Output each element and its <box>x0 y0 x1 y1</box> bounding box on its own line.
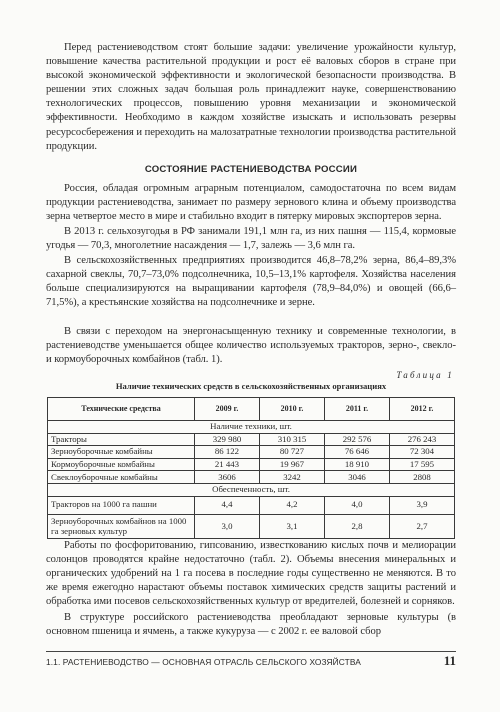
table-cell: 80 727 <box>260 446 325 459</box>
table-row <box>48 471 455 484</box>
paragraph-crop-structure: В структуре российского растениеводства преобладают зерновые культуры (в основном пшеница и ячмень, а также кукуруза — с 2002 г. ее валовой сбор <box>46 612 456 638</box>
table-header-cell: 2010 г. <box>260 398 325 421</box>
table-section-row <box>48 483 455 496</box>
table-cell: 3,9 <box>390 496 455 514</box>
table-number-label: Таблица 1 <box>396 370 454 380</box>
table-header-cell: Технические средства <box>48 398 195 421</box>
section-heading: СОСТОЯНИЕ РАСТЕНИЕВОДСТВА РОССИИ <box>144 164 358 175</box>
table-row-label: Зерноуборочные комбайны <box>48 446 195 459</box>
table-row-label: Тракторов на 1000 га пашни <box>48 496 195 514</box>
table-row <box>48 458 455 471</box>
table-cell: 310 315 <box>260 433 325 446</box>
table-row-label: Тракторы <box>48 433 195 446</box>
table-header-cell: 2009 г. <box>195 398 260 421</box>
table-cell: 2,7 <box>390 514 455 538</box>
table-section-label: Обеспеченность, шт. <box>48 483 455 496</box>
machinery-table <box>47 397 455 539</box>
page-footer <box>46 651 456 667</box>
table-row <box>48 514 455 538</box>
table-section-label: Наличие техники, шт. <box>48 421 455 434</box>
table-cell: 276 243 <box>390 433 455 446</box>
paragraph-amelioration: Работы по фосфоритованию, гипсованию, известкованию кислых почв и мелиорации солонцов проводятся крайне недостаточно (табл. 2). Объемы внесения минеральных и органических удобрений на 1 га посева в последние годы существенно не меняются. В то же время ежегодно нарастают объемы поставок химических средств защиты растений и обработка ими посевов сельскохозяйственных культур от вредителей, болезней и сорняков. <box>46 540 456 608</box>
table-cell: 4,4 <box>195 496 260 514</box>
table-cell: 292 576 <box>325 433 390 446</box>
table-row-label: Кормоуборочные комбайны <box>48 458 195 471</box>
table-cell: 3606 <box>195 471 260 484</box>
paragraph-production-shares: В сельскохозяйственных предприятиях производится 46,8–78,2% зерна, 86,4–89,3% сахарной свеклы, 70,7–73,0% подсолнечника, 10,5–13,1% картофеля. Хозяйства населения больше специализируются на выращивании картофеля (78,9–84,0%) и овощей (66,6–71,5%), а крестьянские хозяйства на подсолнечнике и зерне. <box>46 255 456 309</box>
table-header-cell: 2011 г. <box>325 398 390 421</box>
table-header-cell: 2012 г. <box>390 398 455 421</box>
table-row <box>48 446 455 459</box>
table-section-row <box>48 421 455 434</box>
table-cell: 17 595 <box>390 458 455 471</box>
table-caption: Наличие технических средств в сельскохозяйственных организациях <box>115 381 387 391</box>
table-cell: 3,1 <box>260 514 325 538</box>
page-number: 11 <box>443 653 456 668</box>
table-cell: 86 122 <box>195 446 260 459</box>
table-cell: 76 646 <box>325 446 390 459</box>
footer-rule <box>46 651 456 652</box>
table-cell: 21 443 <box>195 458 260 471</box>
table-header-row <box>48 398 455 421</box>
table-cell: 72 304 <box>390 446 455 459</box>
table-cell: 4,0 <box>325 496 390 514</box>
table-cell: 18 910 <box>325 458 390 471</box>
paragraph-machinery: В связи с переходом на энергонасыщенную технику и современные технологии, в растениеводстве уменьшается общее количество используемых тракторов, зерно-, свекло- и кормоуборочных комбайнов (табл. 1). <box>46 326 456 366</box>
table-cell: 329 980 <box>195 433 260 446</box>
table-cell: 3242 <box>260 471 325 484</box>
table-row-label: Зерноуборочных комбайнов на 1000 га зерновых культур <box>48 514 195 538</box>
table-cell: 2808 <box>390 471 455 484</box>
table-cell: 3046 <box>325 471 390 484</box>
table-cell: 4,2 <box>260 496 325 514</box>
running-title: 1.1. РАСТЕНИЕВОДСТВО — ОСНОВНАЯ ОТРАСЛЬ СЕЛЬСКОГО ХОЗЯЙСТВА <box>46 657 361 667</box>
table-row-label: Свеклоуборочные комбайны <box>48 471 195 484</box>
table-cell: 19 967 <box>260 458 325 471</box>
table-cell: 2,8 <box>325 514 390 538</box>
paragraph-farmland-2013: В 2013 г. сельхозугодья в РФ занимали 191,1 млн га, из них пашня — 115,4, кормовые угодья — 70,3, многолетние насаждения — 1,7, залежь — 3,6 млн га. <box>46 226 456 252</box>
table-row <box>48 496 455 514</box>
table-cell: 3,0 <box>195 514 260 538</box>
paragraph-russia-potential: Россия, обладая огромным аграрным потенциалом, самодостаточна по всем видам продукции растениеводства, занимает по размеру зернового клина и объему производства зерна четвертое место в мире и стабильно входит в пятерку мировых экспортеров зерна. <box>46 183 456 223</box>
table-row <box>48 433 455 446</box>
paragraph-intro: Перед растениеводством стоят большие задачи: увеличение урожайности культур, повышение качества растительной продукции и рост её валовых сборов в стране при высокой экономической эффективности и экологической безопасности производства. В решении этих сложных задач большая роль принадлежит науке, совершенствованию технологических процессов, повышению уровня механизации и экономической эффективности. Необходимо в каждом хозяйстве изыскать и использовать резервы ресурсосбережения и переходить на малозатратные технологии производства растительной продукции. <box>46 42 456 152</box>
